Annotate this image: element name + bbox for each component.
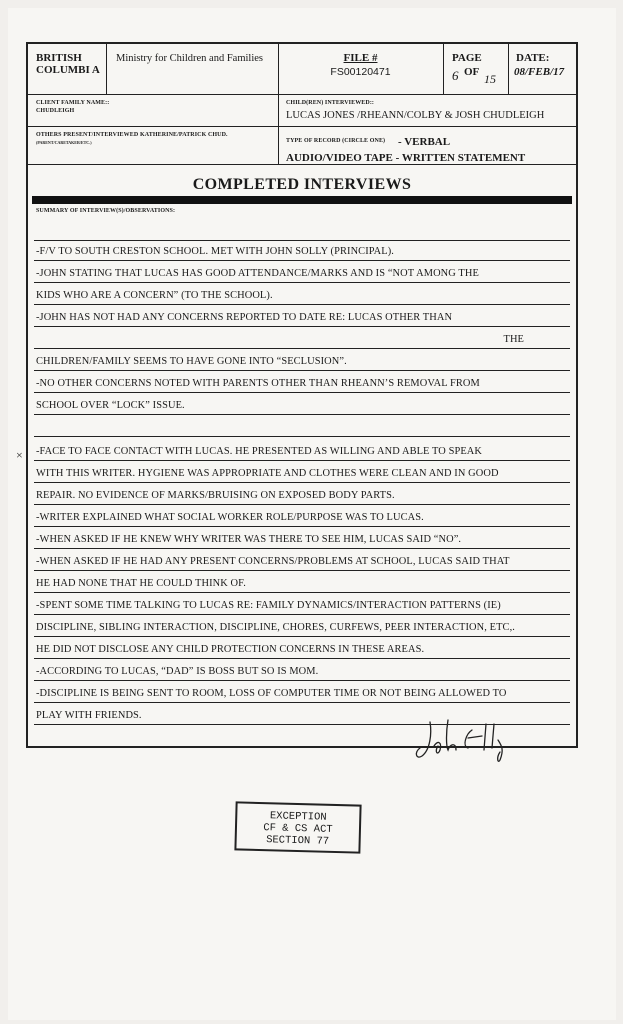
exception-stamp [234,801,361,853]
record-label: TYPE OF RECORD (CIRCLE ONE) [286,138,386,144]
summary-line-text: DISCIPLINE, SIBLING INTERACTION, DISCIPLINE, CHORES, CURFEWS, PEER INTERACTION, ETC,. [36,622,515,633]
summary-line [34,660,570,681]
summary-line-text: -FACE TO FACE CONTACT WITH LUCAS. HE PRESENTED AS WILLING AND ABLE TO SPEAK [36,446,482,457]
summary-line-text: PLAY WITH FRIENDS. [36,710,142,721]
page-current: 6 [452,68,459,83]
summary-line-text: -WHEN ASKED IF HE KNEW WHY WRITER WAS THERE TO SEE HIM, LUCAS SAID “NO”. [36,534,462,545]
summary-line [34,262,570,283]
summary-line [34,682,570,703]
others-label: OTHERS PRESENT/INTERVIEWED [36,132,139,138]
others-sub: (PARENT/CARETAKER/ETC.) [36,140,92,145]
file-label: FILE # [343,52,378,64]
org-name: BRITISH COLUMBI A [36,52,100,76]
summary-line [34,416,570,437]
summary-line-text: -JOHN STATING THAT LUCAS HAS GOOD ATTENDANCE/MARKS AND IS “NOT AMONG THE [36,268,479,279]
summary-line-text: -F/V TO SOUTH CRESTON SCHOOL. MET WITH JOHN SOLLY (PRINCIPAL). [36,246,394,257]
summary-line [34,506,570,527]
summary-label: SUMMARY OF INTERVIEW(S)/OBSERVATIONS: [36,208,176,214]
children-label: CHILD(REN) INTERVIEWED:: [286,100,375,106]
summary-line [34,440,570,461]
client-label: CLIENT FAMILY NAME:: [36,100,110,106]
header-divider [28,126,576,127]
summary-line-text: -ACCORDING TO LUCAS, “DAD” IS BOSS BUT SO IS MOM. [36,666,319,677]
summary-line-text: THE [503,334,524,345]
summary-line-text: HE HAD NONE THAT HE COULD THINK OF. [36,578,246,589]
summary-line [34,572,570,593]
summary-line [34,638,570,659]
summary-line [34,328,570,349]
section-title: COMPLETED INTERVIEWS [192,176,412,193]
summary-line [34,350,570,371]
date-value: 08/FEB/17 [514,66,565,78]
summary-line [34,550,570,571]
file-number: FS00120471 [330,66,391,78]
summary-line [34,306,570,327]
signature [412,716,512,768]
stamp-line-2: CF & CS ACT [263,822,333,836]
children-value: LUCAS JONES /RHEANN/COLBY & JOSH CHUDLEIGH [286,110,545,121]
date-label: DATE: [516,52,550,64]
summary-line [34,220,570,241]
summary-line [34,394,570,415]
summary-line-text: -WRITER EXPLAINED WHAT SOCIAL WORKER ROLE/PURPOSE WAS TO LUCAS. [36,512,424,523]
summary-line-text: SCHOOL OVER “LOCK” ISSUE. [36,400,185,411]
summary-line [34,528,570,549]
margin-mark: × [16,448,23,462]
others-value: KATHERINE/PATRICK CHUD. [140,132,228,138]
header-col-divider [508,44,509,94]
summary-line-text: REPAIR. NO EVIDENCE OF MARKS/BRUISING ON EXPOSED BODY PARTS. [36,490,395,501]
page-label: PAGE [452,52,482,64]
header-col-divider [106,44,107,94]
stamp-line-1: EXCEPTION [269,810,327,824]
client-value: CHUDLEIGH [36,108,75,114]
summary-line-text: -WHEN ASKED IF HE HAD ANY PRESENT CONCERNS/PROBLEMS AT SCHOOL, LUCAS SAID THAT [36,556,510,567]
summary-line-text: HE DID NOT DISCLOSE ANY CHILD PROTECTION CONCERNS IN THESE AREAS. [36,644,425,655]
summary-line [34,484,570,505]
ministry-name: Ministry for Children and Families [116,53,263,64]
title-bar [32,196,572,204]
summary-line-text: -JOHN HAS NOT HAD ANY CONCERNS REPORTED TO DATE RE: LUCAS OTHER THAN [36,312,453,323]
header-divider [28,94,576,95]
summary-line [34,284,570,305]
summary-line [34,372,570,393]
header-col-divider [443,44,444,94]
summary-line-text: KIDS WHO ARE A CONCERN” (TO THE SCHOOL). [36,290,273,301]
summary-line [34,616,570,637]
summary-line-text: -NO OTHER CONCERNS NOTED WITH PARENTS OTHER THAN RHEANN’S REMOVAL FROM [36,378,480,389]
page-total: 15 [484,72,496,86]
summary-line [34,462,570,483]
stamp-line-3: SECTION 77 [265,834,330,848]
summary-line-text: CHILDREN/FAMILY SEEMS TO HAVE GONE INTO “SECLUSION”. [36,356,347,367]
record-option-verbal: - VERBAL [398,136,451,148]
summary-line-text: -DISCIPLINE IS BEING SENT TO ROOM, LOSS OF COMPUTER TIME OR NOT BEING ALLOWED TO [36,688,507,699]
record-option-tape: AUDIO/VIDEO TAPE - WRITTEN STATEMENT [286,152,526,164]
summary-line-text: WITH THIS WRITER. HYGIENE WAS APPROPRIATE AND CLOTHES WERE CLEAN AND IN GOOD [36,468,499,479]
interview-form [26,42,578,748]
page-of: OF [464,66,480,78]
summary-line [34,240,570,261]
summary-line-text: -SPENT SOME TIME TALKING TO LUCAS RE: FAMILY DYNAMICS/INTERACTION PATTERNS (IE) [36,600,501,611]
summary-line [34,594,570,615]
header-divider [28,164,576,165]
